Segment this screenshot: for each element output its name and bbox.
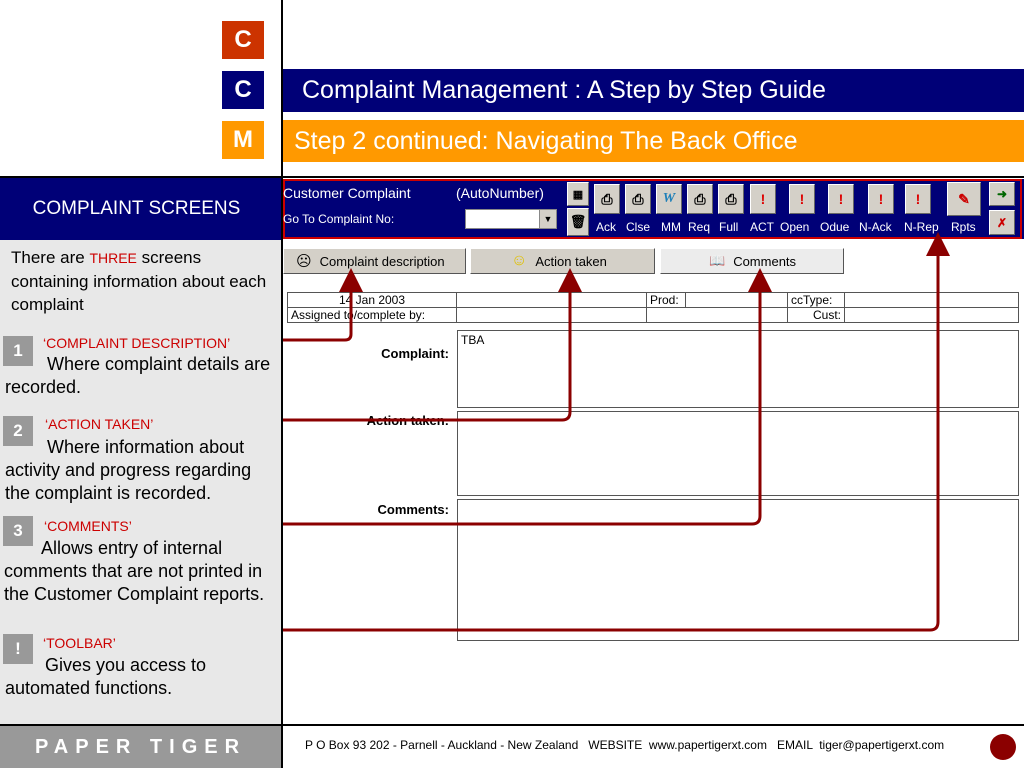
exit-button[interactable]: [989, 182, 1015, 206]
prod-field[interactable]: [686, 293, 788, 308]
exit-door-icon: ➜: [996, 187, 1008, 201]
sidebar-heading: COMPLAINT SCREENS: [0, 178, 281, 240]
req-button[interactable]: [687, 184, 713, 214]
goto-label: Go To Complaint No:: [283, 212, 395, 226]
assigned-date-field[interactable]: [647, 308, 788, 323]
tab-complaint-description[interactable]: [283, 248, 466, 274]
odue-label: Odue: [820, 220, 850, 234]
action-taken-field[interactable]: [457, 411, 1019, 496]
intro-text-end: screens containing information about each complaint: [11, 248, 267, 314]
comments-field[interactable]: [457, 499, 1019, 641]
item-title-1: ‘COMPLAINT DESCRIPTION’: [43, 335, 231, 351]
printer-icon: ⎙: [725, 190, 737, 207]
n-rep-label: N-Rep: [904, 220, 939, 234]
item-title-2: ‘ACTION TAKEN’: [45, 416, 154, 432]
tab-label: Complaint description: [319, 253, 445, 269]
clse-label: Clse: [626, 220, 651, 234]
complaint-header-grid: [287, 292, 1019, 323]
rpts-label: Rpts: [951, 220, 976, 234]
footer-dot-icon: [990, 734, 1016, 760]
chevron-down-icon[interactable]: ▼: [539, 210, 556, 228]
exclamation-icon: !: [760, 191, 766, 207]
assigned-label: Assigned to/complete by:: [288, 308, 457, 323]
filter-icon: ▦: [572, 188, 584, 201]
item-number-2: 2: [3, 416, 33, 446]
word-icon: W: [662, 191, 676, 206]
comments-label: Comments:: [377, 502, 449, 517]
mm-label: MM: [661, 220, 681, 234]
printer-icon: ⎙: [694, 190, 706, 207]
filter-button[interactable]: [567, 182, 589, 206]
n-rep-button[interactable]: [905, 184, 931, 214]
full-label: Full: [719, 220, 739, 234]
item-number-toolbar: !: [3, 634, 33, 664]
req-label: Req: [688, 220, 711, 234]
sidebar-intro: [11, 246, 273, 316]
blank-cell[interactable]: [457, 293, 647, 308]
item-number-1: 1: [3, 336, 33, 366]
footer-contact: P O Box 93 202 - Parnell - Auckland - New Zealand WEBSITE www.papertigerxt.com EMAIL tiger@papertigerxt.com: [305, 738, 945, 752]
cancel-button[interactable]: [989, 210, 1015, 235]
item-desc-toolbar: Gives you access to automated functions.: [5, 655, 207, 698]
intro-text-start: There are: [11, 248, 90, 267]
app-toolbar: [283, 179, 1024, 239]
footer-brand: PAPER TIGER: [0, 726, 281, 768]
page-subtitle: Step 2 continued: Navigating The Back Office: [283, 120, 1024, 162]
exclamation-icon: !: [878, 191, 884, 207]
tab-label: Comments: [733, 253, 797, 269]
act-label: ACT: [750, 220, 774, 234]
tab-label: Action taken: [535, 253, 607, 269]
mm-button[interactable]: [656, 184, 682, 214]
smiley-icon: ☺: [511, 252, 528, 269]
item-desc-1: Where complaint details are recorded.: [5, 354, 271, 397]
cust-field[interactable]: [845, 308, 1019, 323]
act-button[interactable]: [750, 184, 776, 214]
complaint-label: Complaint:: [381, 346, 449, 361]
logo-letter-c2: C: [222, 71, 264, 109]
tab-comments[interactable]: [660, 248, 844, 274]
intro-three: THREE: [89, 250, 137, 266]
printer-icon: ⎙: [601, 190, 613, 207]
n-ack-button[interactable]: [868, 184, 894, 214]
prod-label: Prod:: [647, 293, 686, 308]
cctype-label: ccType:: [788, 293, 845, 308]
item-title-toolbar: ‘TOOLBAR’: [43, 635, 116, 651]
sad-face-icon: ☹: [296, 253, 312, 270]
reports-icon: ✎: [958, 190, 970, 207]
item-desc-2: Where information about activity and progress regarding the complaint is recorded.: [5, 437, 252, 503]
logo-letter-m: M: [222, 121, 264, 159]
autonumber-label: (AutoNumber): [456, 185, 544, 201]
form-title: Customer Complaint: [283, 185, 411, 201]
rpts-button[interactable]: [947, 182, 981, 216]
cctype-field[interactable]: [845, 293, 1019, 308]
complaint-field[interactable]: TBA: [457, 330, 1019, 408]
full-button[interactable]: [718, 184, 744, 214]
ack-label: Ack: [596, 220, 617, 234]
page-title: Complaint Management : A Step by Step Guide: [283, 69, 1024, 112]
book-icon: 📖: [709, 253, 726, 268]
cust-label: Cust:: [788, 308, 845, 323]
ack-button[interactable]: [594, 184, 620, 214]
odue-button[interactable]: [828, 184, 854, 214]
printer-icon: ⎙: [632, 190, 644, 207]
tab-action-taken[interactable]: [470, 248, 655, 274]
exclamation-icon: !: [915, 191, 921, 207]
item-number-3: 3: [3, 516, 33, 546]
assigned-field[interactable]: [457, 308, 647, 323]
n-ack-label: N-Ack: [859, 220, 892, 234]
trash-icon: 🗑: [569, 214, 587, 229]
action-taken-label: Action taken:: [366, 413, 449, 428]
open-button[interactable]: [789, 184, 815, 214]
exclamation-icon: !: [838, 191, 844, 207]
logo-letter-c1: C: [222, 21, 264, 59]
cancel-icon: ✗: [996, 215, 1008, 230]
item-title-3: ‘COMMENTS’: [44, 518, 132, 534]
delete-button[interactable]: [567, 208, 589, 236]
clse-button[interactable]: [625, 184, 651, 214]
item-desc-3: Allows entry of internal comments that are not printed in the Customer Complaint reports.: [4, 538, 265, 604]
date-cell[interactable]: 14 Jan 2003: [288, 293, 457, 308]
open-label: Open: [780, 220, 810, 234]
complaint-no-select[interactable]: [465, 209, 557, 229]
exclamation-icon: !: [799, 191, 805, 207]
